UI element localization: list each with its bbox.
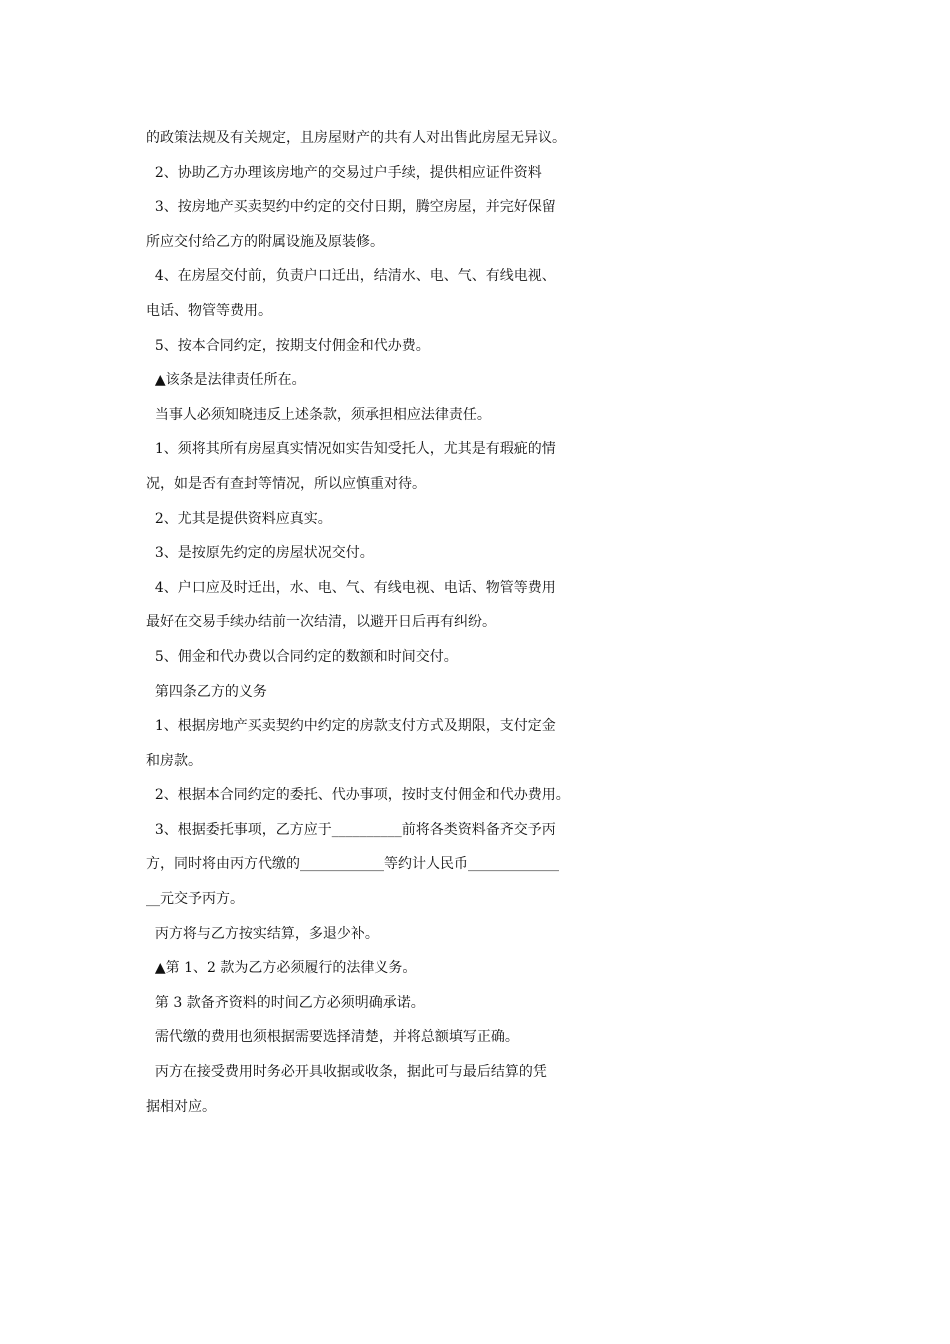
- text-line: 和房款。: [146, 752, 202, 769]
- text-line: 需代缴的费用也须根据需要选择清楚，并将总额填写正确。: [146, 1029, 519, 1046]
- text-line: 丙方在接受费用时务必开具收据或收条，据此可与最后结算的凭: [146, 1064, 547, 1081]
- text-line: 1、须将其所有房屋真实情况如实告知受托人，尤其是有瑕疵的情: [146, 441, 556, 458]
- text-line: 方，同时将由丙方代缴的____________等约计人民币_____________: [146, 856, 559, 873]
- text-line: __元交予丙方。: [146, 891, 244, 908]
- text-line: 3、是按原先约定的房屋状况交付。: [146, 545, 374, 562]
- text-line: 5、佣金和代办费以合同约定的数额和时间交付。: [146, 648, 458, 665]
- text-line: 第 3 款备齐资料的时间乙方必须明确承诺。: [146, 994, 425, 1011]
- text-line: 3、按房地产买卖契约中约定的交付日期，腾空房屋，并完好保留: [146, 199, 556, 216]
- text-line: ▲第 1、2 款为乙方必须履行的法律义务。: [146, 960, 417, 977]
- text-line: 丙方将与乙方按实结算，多退少补。: [146, 925, 379, 942]
- text-line: ▲该条是法律责任所在。: [146, 372, 306, 389]
- document-body: [146, 121, 810, 1124]
- text-line: 2、根据本合同约定的委托、代办事项，按时支付佣金和代办费用。: [146, 787, 570, 804]
- text-line: 4、户口应及时迁出，水、电、气、有线电视、电话、物管等费用: [146, 579, 556, 596]
- text-line: 的政策法规及有关规定，且房屋财产的共有人对出售此房屋无异议。: [146, 130, 566, 146]
- text-line: 3、根据委托事项，乙方应于__________前将各类资料备齐交予丙: [146, 821, 556, 838]
- text-line: 据相对应。: [146, 1098, 216, 1115]
- text-line: 4、在房屋交付前，负责户口迁出，结清水、电、气、有线电视、: [146, 268, 556, 285]
- text-line: 最好在交易手续办结前一次结清，以避开日后再有纠纷。: [146, 614, 496, 631]
- section-heading: 第四条乙方的义务: [146, 683, 267, 700]
- text-line: 5、按本合同约定，按期支付佣金和代办费。: [146, 337, 430, 354]
- text-line: 况，如是否有查封等情况，所以应慎重对待。: [146, 475, 426, 492]
- text-line: 电话、物管等费用。: [146, 302, 272, 319]
- text-line: 所应交付给乙方的附属设施及原装修。: [146, 233, 384, 250]
- text-line: 1、根据房地产买卖契约中约定的房款支付方式及期限，支付定金: [146, 718, 556, 735]
- text-line: 当事人必须知晓违反上述条款，须承担相应法律责任。: [146, 406, 491, 423]
- text-line: 2、尤其是提供资料应真实。: [146, 510, 332, 527]
- text-line: 2、协助乙方办理该房地产的交易过户手续，提供相应证件资料: [146, 164, 542, 181]
